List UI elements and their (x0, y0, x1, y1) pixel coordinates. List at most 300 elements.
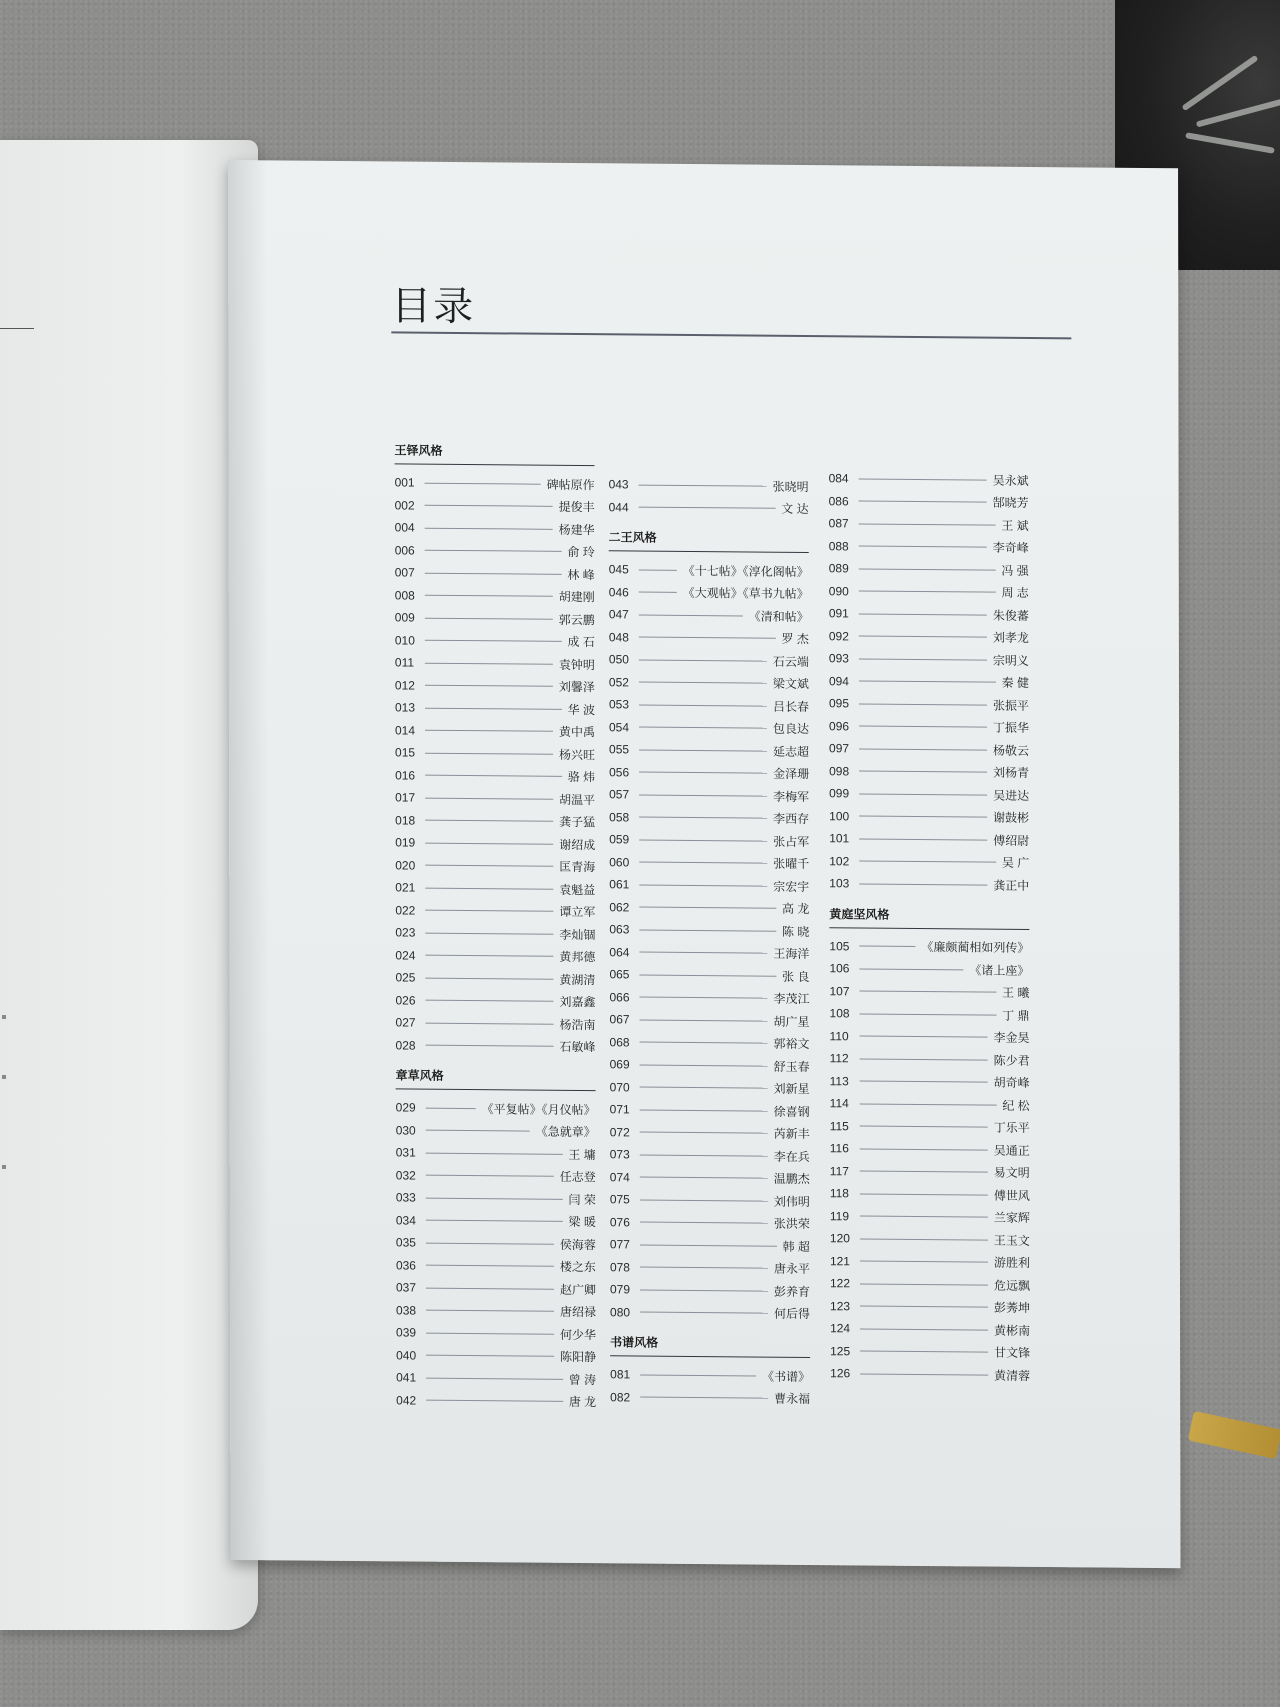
entry-name: 朱俊蕃 (992, 608, 1029, 623)
leader-line (426, 1175, 554, 1177)
toc-entry (829, 580, 1029, 604)
toc-entry (395, 539, 595, 563)
leader-line (425, 640, 562, 642)
leader-line (860, 1126, 988, 1128)
entry-name: 王 斌 (1001, 518, 1029, 533)
leader-line (640, 1397, 768, 1399)
entry-number: 055 (609, 742, 630, 757)
entry-name: 何后得 (774, 1306, 811, 1322)
section-title: 王铎风格 (394, 441, 594, 466)
entry-name: 包良达 (772, 721, 810, 737)
entry-number: 034 (395, 1213, 416, 1228)
entry-name: 丁 鼎 (1002, 1008, 1030, 1023)
entry-number: 001 (394, 475, 415, 490)
entry-number: 070 (609, 1080, 630, 1095)
entry-name: 楼之东 (559, 1260, 596, 1275)
entry-number: 063 (609, 922, 630, 937)
entry-number: 078 (609, 1260, 630, 1275)
toc-entry (830, 1362, 1030, 1386)
entry-name: 杨兴旺 (559, 747, 596, 762)
entry-number: 099 (829, 786, 850, 801)
leader-line (639, 569, 677, 570)
entry-name: 张振平 (992, 698, 1029, 713)
entry-name: 王 墉 (568, 1147, 596, 1162)
left-page-mark (2, 1165, 6, 1169)
entry-name: 石云端 (772, 654, 809, 669)
entry-name: 纪 松 (1002, 1098, 1030, 1113)
toc-entry (395, 1011, 595, 1035)
entry-name: 何少华 (560, 1327, 597, 1342)
leader-line (426, 1220, 563, 1222)
toc-entry (609, 738, 809, 762)
toc-entry (829, 602, 1029, 626)
entry-name: 刘馨泽 (558, 680, 595, 695)
toc-entry (395, 696, 595, 720)
leader-line (640, 1222, 768, 1224)
toc-entry (396, 1119, 596, 1143)
entry-number: 103 (829, 876, 850, 891)
entry-name: 石敏峰 (559, 1040, 596, 1055)
entry-number: 096 (828, 718, 850, 734)
toc-page (228, 160, 1180, 1568)
toc-entry (829, 535, 1029, 559)
toc-entry (609, 496, 809, 520)
leader-line (425, 865, 553, 867)
entry-name: 《大观帖》《草书九帖》 (682, 586, 809, 602)
toc-entry (609, 963, 809, 987)
leader-line (860, 1193, 988, 1195)
entry-number: 100 (829, 808, 850, 824)
leader-line (425, 662, 553, 664)
toc-entry (609, 806, 809, 830)
entry-name: 吕长春 (772, 699, 809, 714)
title-rule (391, 331, 1071, 339)
entry-number: 064 (609, 945, 630, 960)
leader-line (639, 614, 743, 616)
leader-line (425, 572, 562, 574)
leader-line (860, 1216, 988, 1218)
entry-name: 刘伟明 (773, 1194, 810, 1209)
leader-line (639, 817, 767, 819)
leader-line (426, 1355, 554, 1357)
toc-column-2 (609, 473, 811, 1410)
leader-line (860, 1058, 988, 1060)
entry-name: 张占军 (773, 834, 810, 849)
leader-line (859, 636, 987, 638)
leader-line (640, 1199, 768, 1201)
entry-name: 《十七帖》《淳化阁帖》 (682, 563, 809, 579)
entry-number: 091 (828, 606, 849, 621)
toc-entry (830, 1092, 1030, 1116)
entry-name: 郜晓芳 (992, 495, 1029, 511)
leader-line (425, 685, 553, 687)
toc-entry (609, 648, 809, 672)
toc-entry (395, 809, 595, 833)
leader-line (859, 591, 996, 593)
leader-line (860, 1283, 988, 1285)
entry-number: 022 (395, 903, 416, 918)
leader-line (639, 952, 767, 954)
entry-name: 成 石 (567, 635, 595, 650)
leader-line (639, 907, 776, 909)
entry-name: 《书谱》 (762, 1369, 811, 1384)
entry-name: 张曜千 (773, 856, 810, 872)
entry-number: 102 (829, 853, 850, 869)
leader-line (639, 484, 767, 486)
leader-line (425, 595, 553, 597)
entry-number: 105 (829, 938, 850, 954)
entry-name: 温鹏杰 (773, 1171, 810, 1187)
leaf-decoration (1181, 55, 1258, 112)
entry-name: 黄邦德 (559, 950, 596, 965)
toc-entry (395, 854, 595, 878)
entry-name: 任志登 (559, 1170, 596, 1185)
toc-entry (395, 786, 595, 810)
gold-strap (1188, 1411, 1280, 1459)
toc-entry (829, 557, 1029, 581)
entry-number: 016 (395, 768, 416, 783)
entry-name: 芮新丰 (773, 1126, 810, 1142)
entry-name: 刘杨青 (993, 765, 1030, 781)
toc-entry (610, 1386, 810, 1410)
entry-name: 李在兵 (773, 1149, 810, 1164)
entry-number: 014 (394, 723, 416, 738)
entry-number: 008 (394, 588, 415, 603)
leader-line (425, 887, 553, 889)
entry-name: 李茂江 (773, 991, 810, 1007)
entry-name: 冯 强 (1001, 563, 1029, 578)
entry-name: 文 达 (781, 502, 809, 517)
toc-entry (829, 850, 1029, 874)
left-book-page (0, 140, 258, 1630)
entry-number: 086 (828, 493, 849, 509)
entry-name: 林 峰 (567, 567, 595, 582)
toc-entry (395, 629, 595, 653)
leader-line (640, 1374, 756, 1376)
entry-number: 024 (395, 948, 416, 963)
entry-name: 罗 杰 (781, 632, 809, 647)
entry-name: 秦 健 (1001, 675, 1029, 691)
entry-number: 080 (610, 1305, 631, 1320)
entry-number: 095 (828, 696, 850, 711)
entry-number: 007 (394, 565, 415, 580)
entry-number: 075 (609, 1192, 630, 1207)
entry-name: 曾 涛 (568, 1372, 597, 1387)
leader-line (860, 1373, 988, 1375)
toc-entry (396, 1321, 596, 1345)
leader-line (425, 505, 553, 507)
leader-line (426, 1130, 530, 1132)
leader-line (425, 977, 553, 979)
entry-number: 115 (829, 1118, 849, 1134)
toc-column-1 (394, 441, 596, 1413)
page-title: 目录 (391, 283, 476, 331)
leader-line (639, 772, 767, 774)
leader-line (859, 946, 915, 947)
toc-entry (609, 873, 809, 897)
leader-line (860, 1171, 988, 1173)
entry-name: 彭养育 (773, 1284, 811, 1299)
leader-line (639, 794, 767, 796)
leader-line (859, 883, 987, 885)
entry-name: 黄中禹 (558, 725, 596, 740)
section-title: 书谱风格 (610, 1333, 810, 1358)
leader-line (859, 838, 987, 840)
leader-line (426, 1107, 476, 1108)
entry-name: 杨敬云 (993, 743, 1030, 758)
leader-line (425, 910, 553, 912)
entry-number: 044 (608, 500, 629, 515)
entry-number: 090 (828, 583, 849, 599)
entry-name: 刘新星 (773, 1081, 810, 1097)
entry-number: 047 (608, 607, 629, 622)
toc-entry (395, 966, 595, 990)
toc-entry (395, 764, 595, 788)
toc-entry (829, 980, 1029, 1004)
leader-line (639, 974, 776, 976)
entry-name: 郭裕文 (773, 1036, 810, 1052)
leader-line (640, 1312, 768, 1314)
toc-entry (396, 1389, 596, 1413)
entry-number: 015 (395, 745, 416, 760)
entry-number: 020 (395, 858, 416, 873)
leader-line (639, 727, 767, 729)
entry-number: 106 (829, 961, 850, 976)
entry-name: 危远飘 (993, 1278, 1031, 1293)
toc-entry (396, 1209, 596, 1233)
entry-name: 《廉颇蔺相如列传》 (921, 940, 1030, 956)
toc-entry (396, 1096, 596, 1120)
toc-entry (830, 1227, 1030, 1251)
entry-name: 《诸上座》 (969, 963, 1030, 978)
entry-name: 《平复帖》《月仪帖》 (481, 1101, 596, 1117)
entry-name: 唐永平 (773, 1261, 810, 1277)
leader-line (859, 861, 996, 863)
entry-name: 陈少君 (993, 1053, 1030, 1068)
entry-name: 龚子猛 (559, 815, 596, 830)
toc-entry (829, 467, 1029, 491)
leader-line (860, 1036, 988, 1038)
toc-entry (610, 1053, 810, 1077)
toc-entry (395, 831, 595, 855)
entry-name: 高 龙 (781, 902, 810, 917)
toc-entry (609, 1008, 809, 1032)
leader-line (640, 1289, 768, 1291)
toc-entry (829, 625, 1029, 649)
entry-number: 108 (829, 1006, 850, 1021)
entry-name: 王 曦 (1002, 985, 1030, 1001)
toc-entry (610, 1363, 810, 1387)
leader-line (426, 1377, 563, 1379)
leader-line (860, 1013, 997, 1015)
entry-number: 076 (609, 1215, 630, 1230)
entry-number: 030 (395, 1123, 416, 1138)
entry-name: 吴通正 (993, 1143, 1030, 1158)
entry-name: 袁魁益 (559, 882, 596, 897)
toc-entry (396, 1141, 596, 1165)
leader-line (859, 991, 996, 993)
entry-number: 053 (608, 697, 630, 712)
leader-line (426, 1287, 554, 1289)
leader-line (859, 816, 987, 818)
toc-entry (609, 851, 809, 875)
entry-number: 072 (609, 1125, 630, 1140)
leader-line (425, 617, 553, 619)
entry-number: 023 (395, 925, 416, 940)
leader-line (859, 771, 987, 773)
leader-line (425, 707, 562, 709)
toc-entry (396, 1231, 596, 1255)
entry-name: 易文明 (993, 1165, 1030, 1181)
entry-name: 刘孝龙 (992, 630, 1029, 646)
leader-line (860, 1306, 988, 1308)
leader-line (859, 546, 987, 548)
entry-number: 087 (828, 516, 849, 531)
entry-name: 梁文斌 (772, 676, 809, 692)
entry-number: 118 (829, 1186, 849, 1201)
entry-name: 甘文锋 (994, 1345, 1031, 1361)
entry-name: 李梅军 (773, 789, 810, 804)
leader-line (639, 507, 776, 509)
entry-number: 004 (394, 520, 415, 535)
entry-name: 吴永斌 (992, 473, 1029, 488)
toc-entry (610, 1143, 810, 1167)
toc-entry (610, 1278, 810, 1302)
toc-entry (609, 941, 809, 965)
entry-name: 金泽珊 (773, 766, 810, 782)
entry-name: 曹永福 (774, 1391, 811, 1407)
entry-name: 丁乐平 (993, 1120, 1030, 1136)
toc-entry (609, 783, 809, 807)
entry-number: 059 (609, 832, 630, 847)
toc-entry (395, 516, 595, 540)
entry-name: 张洪荣 (773, 1216, 810, 1232)
entry-number: 082 (610, 1390, 631, 1405)
leader-line (640, 1177, 768, 1179)
toc-entry (610, 1098, 810, 1122)
toc-entry (395, 606, 595, 630)
entry-name: 闫 荣 (568, 1192, 596, 1207)
leader-line (426, 1242, 554, 1244)
page-gutter-shadow (228, 160, 270, 1560)
toc-entry (609, 693, 809, 717)
leader-line (639, 592, 677, 593)
entry-number: 029 (395, 1100, 416, 1115)
toc-entry (396, 1344, 596, 1368)
toc-entry (829, 670, 1029, 694)
entry-number: 107 (829, 983, 850, 999)
entry-number: 113 (829, 1073, 849, 1089)
toc-entry (395, 674, 595, 698)
entry-number: 050 (608, 652, 629, 667)
entry-name: 赵广卿 (559, 1282, 596, 1297)
toc-entry (395, 651, 595, 675)
leader-line (426, 1310, 554, 1312)
leader-line (639, 929, 776, 931)
leader-line (860, 1103, 997, 1105)
left-page-mark (2, 1075, 6, 1079)
entry-number: 028 (395, 1038, 416, 1053)
leader-line (860, 1148, 988, 1150)
toc-entry (830, 1182, 1030, 1206)
left-page-rule (0, 328, 34, 329)
entry-number: 056 (609, 765, 630, 780)
entry-number: 009 (394, 610, 415, 625)
leader-line (639, 862, 767, 864)
toc-entry (829, 827, 1029, 851)
entry-name: 游胜利 (993, 1255, 1030, 1271)
leader-line (426, 1022, 554, 1024)
entry-name: 陈 晓 (782, 924, 810, 939)
leader-line (425, 752, 553, 754)
entry-number: 077 (609, 1237, 630, 1252)
toc-entry (395, 584, 595, 608)
entry-number: 058 (609, 810, 630, 825)
entry-number: 018 (395, 813, 416, 828)
entry-name: 黄彬南 (994, 1323, 1031, 1338)
entry-number: 066 (609, 990, 630, 1005)
leader-line (859, 968, 963, 970)
toc-entry (829, 715, 1029, 739)
toc-entry (610, 1076, 810, 1100)
leader-line (425, 730, 553, 732)
toc-entry (395, 876, 595, 900)
leader-line (640, 1019, 768, 1021)
toc-entry (829, 692, 1029, 716)
entry-number: 017 (395, 790, 416, 805)
toc-entry (830, 1137, 1030, 1161)
toc-entry (830, 1250, 1030, 1274)
toc-entry (829, 957, 1029, 981)
entry-number: 119 (829, 1208, 850, 1224)
entry-number: 125 (830, 1343, 851, 1359)
toc-entry (829, 782, 1029, 806)
entry-name: 丁振华 (992, 720, 1030, 736)
entry-number: 074 (609, 1170, 630, 1185)
toc-entry (830, 1070, 1030, 1094)
toc-entry (395, 944, 595, 968)
entry-number: 065 (609, 967, 630, 982)
toc-entry (396, 1366, 596, 1390)
entry-name: 黄湖清 (559, 972, 596, 987)
leader-line (425, 820, 553, 822)
toc-entry (610, 1233, 810, 1257)
entry-name: 唐 龙 (568, 1395, 597, 1410)
entry-name: 胡广星 (773, 1014, 810, 1029)
entry-number: 012 (394, 678, 415, 693)
toc-entry (610, 1211, 810, 1235)
toc-entry (609, 603, 809, 627)
entry-name: 龚正中 (993, 878, 1030, 893)
entry-name: 吴进达 (993, 788, 1030, 803)
entry-name: 王玉文 (993, 1233, 1030, 1248)
toc-entry (610, 1256, 810, 1280)
entry-number: 098 (829, 763, 850, 779)
entry-number: 126 (830, 1366, 851, 1381)
entry-name: 《急就章》 (535, 1124, 596, 1140)
entry-name: 李西存 (773, 811, 810, 827)
entry-number: 094 (828, 673, 849, 689)
toc-entry (829, 935, 1029, 959)
entry-number: 006 (394, 543, 415, 558)
entry-number: 041 (396, 1370, 417, 1385)
entry-name: 华 波 (567, 702, 595, 717)
entry-name: 吴 广 (1001, 855, 1030, 871)
entry-name: 侯海蓉 (559, 1237, 596, 1252)
entry-name: 《清和帖》 (748, 609, 809, 624)
entry-name: 谢绍成 (559, 837, 596, 852)
entry-number: 081 (610, 1367, 631, 1382)
